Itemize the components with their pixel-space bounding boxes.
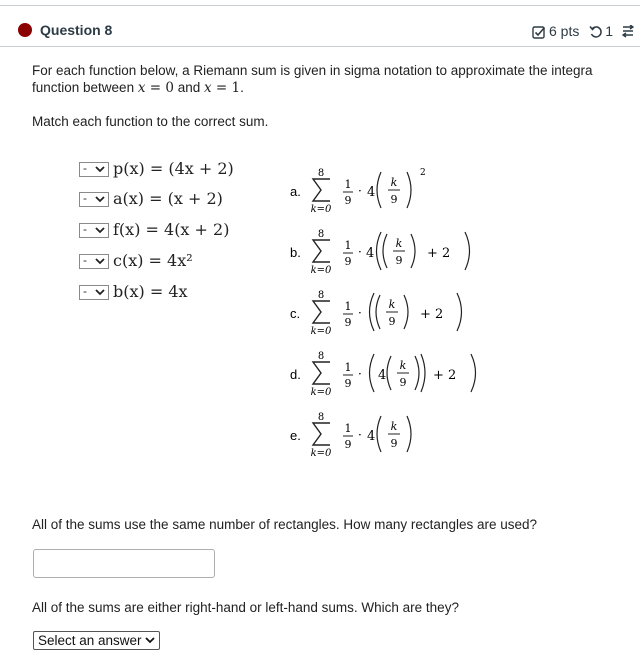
cdot: ·	[358, 245, 362, 259]
paren-right	[407, 416, 411, 452]
option-letter: c.	[290, 306, 301, 321]
k-num: k	[390, 176, 398, 189]
paren-right	[415, 356, 419, 390]
plus-term: + 2	[433, 368, 457, 383]
question-header	[0, 6, 640, 47]
frac-den: 9	[344, 316, 352, 329]
paren-left	[377, 172, 381, 208]
chevron-down-icon	[95, 258, 105, 265]
frac-den: 9	[344, 438, 352, 451]
prompt-line-2: function between x = 0 and x = 1.	[32, 80, 244, 96]
paren-right	[404, 295, 408, 329]
sum-lower: k=0	[310, 387, 332, 398]
match-select[interactable]: -	[79, 223, 109, 238]
lower-bound: 0	[165, 80, 174, 96]
sum-option-b	[290, 224, 490, 284]
k-num: k	[388, 298, 396, 311]
function-label: a(x) = (x + 2)	[113, 189, 223, 208]
rectangles-input[interactable]	[33, 549, 215, 578]
function-label: b(x) = 4x	[113, 282, 188, 301]
function-label: c(x) = 4x²	[113, 251, 193, 270]
k-den: 9	[388, 315, 396, 328]
question-handedness: All of the sums are either right-hand or left-hand sums. Which are they?	[32, 600, 459, 615]
sum-upper: 8	[317, 351, 325, 362]
k-num: k	[395, 237, 403, 250]
handedness-select[interactable]	[33, 631, 160, 650]
retry-count: 1	[605, 23, 614, 39]
function-label: p(x) = (4x + 2)	[113, 159, 234, 178]
sigma-icon	[313, 301, 330, 323]
paren-left	[387, 356, 391, 390]
k-num: k	[390, 420, 398, 433]
plus-term: + 2	[420, 307, 444, 322]
frac-num: 1	[344, 239, 352, 252]
points-value: 6 pts	[549, 23, 580, 39]
sum-lower: k=0	[310, 265, 332, 276]
frac-den: 9	[344, 377, 352, 390]
option-letter: a.	[290, 184, 301, 199]
sum-option-a	[290, 162, 490, 222]
prompt-line-1: For each function below, a Riemann sum is given in sigma notation to approximate the integra	[32, 63, 593, 78]
cdot: ·	[358, 428, 362, 442]
paren-right	[407, 172, 411, 208]
paren-left	[370, 354, 375, 392]
question-rectangles: All of the sums use the same number of rectangles. How many rectangles are used?	[32, 517, 538, 532]
match-select[interactable]: -	[79, 162, 109, 177]
chevron-down-icon	[145, 637, 155, 644]
flag-icon[interactable]	[622, 25, 634, 39]
status-dot-icon	[18, 23, 32, 37]
frac-num: 1	[344, 178, 352, 191]
option-letter: e.	[290, 428, 301, 443]
k-den: 9	[395, 254, 403, 267]
chevron-down-icon	[95, 166, 105, 173]
paren-left	[376, 295, 380, 329]
paren-right	[465, 232, 470, 270]
x-var: x	[137, 80, 146, 96]
paren-right	[471, 354, 476, 392]
sum-lower: k=0	[310, 204, 332, 215]
coef: 4	[367, 185, 376, 200]
frac-num: 1	[344, 422, 352, 435]
coef: 4	[366, 246, 375, 261]
sum-upper: 8	[317, 168, 325, 179]
match-select[interactable]: -	[79, 192, 109, 207]
paren-right	[457, 293, 462, 331]
sum-lower: k=0	[310, 326, 332, 337]
k-den: 9	[390, 437, 398, 450]
option-letter: b.	[290, 245, 301, 260]
sum-option-d	[290, 346, 490, 406]
sigma-icon	[313, 179, 330, 201]
sum-upper: 8	[317, 412, 325, 423]
plus-term: + 2	[427, 246, 451, 261]
cdot: ·	[358, 306, 362, 320]
sum-upper: 8	[317, 290, 325, 301]
paren-right	[421, 354, 425, 392]
k-den: 9	[390, 193, 398, 206]
function-label: f(x) = 4(x + 2)	[113, 220, 230, 239]
sigma-icon	[313, 362, 330, 384]
paren-right	[411, 234, 415, 268]
cdot: ·	[358, 184, 362, 198]
coef: 4	[378, 368, 387, 383]
sum-option-c	[290, 285, 490, 345]
match-instruction: Match each function to the correct sum.	[32, 114, 269, 129]
k-den: 9	[399, 376, 407, 389]
coef: 4	[367, 429, 376, 444]
sigma-icon	[313, 240, 330, 262]
frac-num: 1	[344, 300, 352, 313]
paren-left	[370, 293, 375, 331]
question-title: Question 8	[40, 22, 113, 38]
k-num: k	[399, 359, 407, 372]
match-select[interactable]: -	[79, 285, 109, 300]
sum-lower: k=0	[310, 448, 332, 459]
paren-left	[377, 416, 381, 452]
sigma-icon	[313, 423, 330, 445]
sum-option-e	[290, 407, 490, 467]
chevron-down-icon	[95, 289, 105, 296]
paren-left	[377, 232, 382, 270]
cdot: ·	[358, 367, 362, 381]
frac-den: 9	[344, 255, 352, 268]
frac-num: 1	[344, 361, 352, 374]
select-value: Select an answer	[38, 633, 142, 648]
paren-left	[383, 234, 387, 268]
exponent: 2	[420, 168, 426, 178]
edit-check-icon	[532, 25, 546, 39]
option-letter: d.	[290, 367, 301, 382]
frac-den: 9	[344, 194, 352, 207]
match-select[interactable]: -	[79, 254, 109, 269]
chevron-down-icon	[95, 196, 105, 203]
question-meta	[532, 23, 634, 39]
chevron-down-icon	[95, 227, 105, 234]
upper-bound: 1	[231, 80, 241, 96]
sum-upper: 8	[317, 229, 325, 240]
retry-icon[interactable]	[589, 25, 603, 39]
